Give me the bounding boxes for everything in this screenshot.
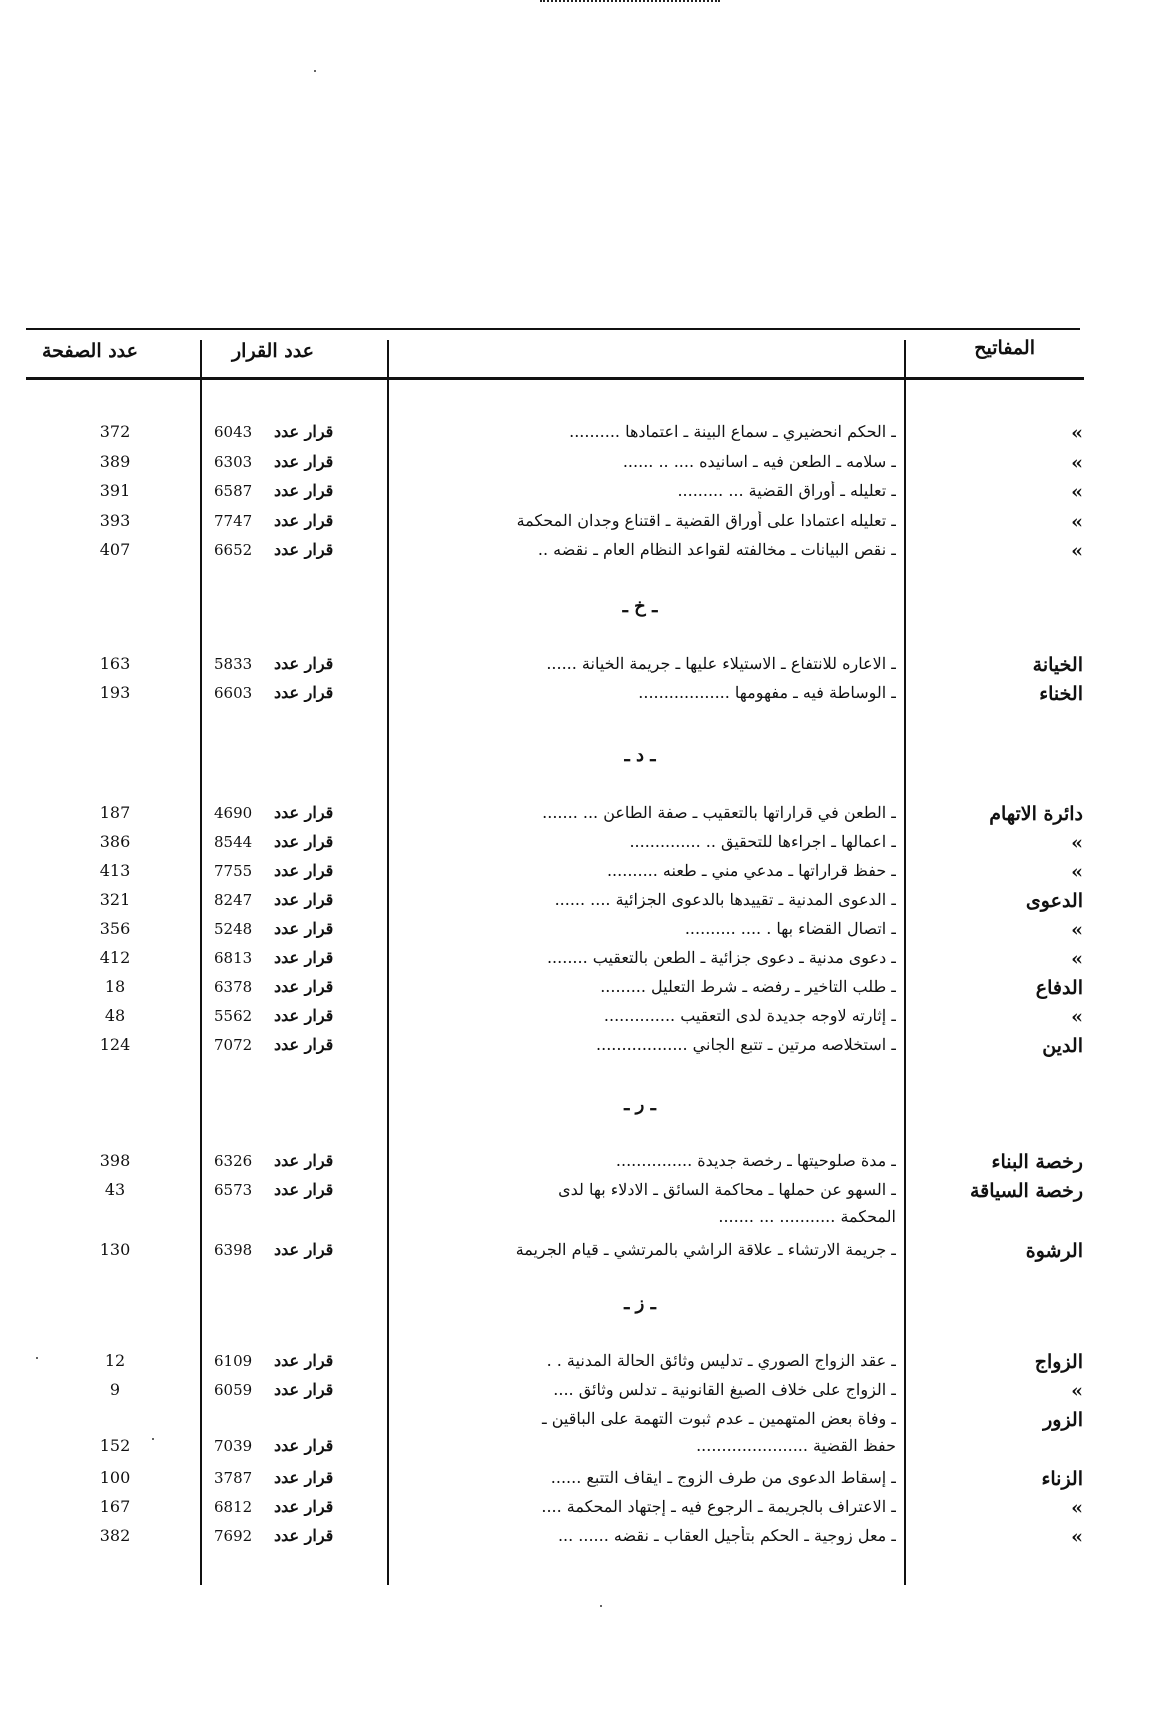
page-number: 163 (99, 654, 131, 673)
entry-description: ـ وفاة بعض المتهمين ـ عدم ثبوت التهمة على الباقين ـ (541, 1409, 896, 1428)
decision-label: قرار عدد (274, 1035, 334, 1054)
page-number: 43 (104, 1180, 126, 1199)
page-number: 187 (99, 803, 131, 822)
decision-label: قرار عدد (274, 861, 334, 880)
decision-reference (214, 452, 384, 471)
decision-label: قرار عدد (274, 540, 334, 559)
page-number: 48 (104, 1006, 126, 1025)
index-key: الزناء (1041, 1468, 1083, 1490)
entry-description: ـ استخلاصه مرتين ـ تتبع الجاني .................. (596, 1035, 896, 1054)
decision-reference (214, 1526, 384, 1545)
page-number: 9 (109, 1380, 121, 1399)
entry-description: ـ الاعاره للانتفاع ـ الاستيلاء عليها ـ جريمة الخيانة ...... (546, 654, 896, 673)
page-number: 382 (99, 1526, 131, 1545)
page-number: 18 (104, 977, 126, 996)
decision-label: قرار عدد (274, 1006, 334, 1025)
index-key: الخيانة (1032, 654, 1083, 676)
decision-number: 6398 (214, 1241, 253, 1259)
decision-number: 5833 (214, 655, 253, 673)
entry-description: ـ إثارته لاوجه جديدة لدى التعقيب .............. (603, 1006, 896, 1025)
index-key: » (1071, 861, 1083, 883)
decision-reference (214, 540, 384, 559)
index-key: » (1071, 511, 1083, 533)
index-key: » (1071, 1526, 1083, 1548)
index-key: دائرة الاتهام (989, 803, 1083, 825)
decision-number: 7747 (214, 512, 253, 530)
entry-description: ـ الدعوى المدنية ـ تقييدها بالدعوى الجزائية .... ...... (554, 890, 896, 909)
decision-reference (214, 977, 384, 996)
decision-number: 3787 (214, 1469, 253, 1487)
decision-label: قرار عدد (274, 1351, 334, 1370)
index-key: » (1071, 422, 1083, 444)
decision-reference (214, 861, 384, 880)
index-key: الرشوة (1025, 1240, 1083, 1262)
entry-description: ـ اتصال القضاء بها . .... .......... (684, 919, 896, 938)
entry-description-continued: حفظ القضية ...................... (696, 1436, 896, 1455)
index-key: » (1071, 1006, 1083, 1028)
decision-number: 6109 (214, 1352, 253, 1370)
page-number: 124 (99, 1035, 131, 1054)
page-number: 391 (99, 481, 131, 500)
decision-label: قرار عدد (274, 511, 334, 530)
index-key: رخصة السياقة (969, 1180, 1083, 1202)
decision-reference (214, 919, 384, 938)
decision-number: 6378 (214, 978, 253, 996)
decision-label: قرار عدد (274, 481, 334, 500)
decision-label: قرار عدد (274, 1497, 334, 1516)
section-letter-dal: ـ د ـ (624, 745, 656, 766)
decision-reference (214, 1035, 384, 1054)
entry-description: ـ تعليله اعتمادا على أوراق القضية ـ اقتناع وجدان المحكمة (516, 511, 896, 530)
page-number: 407 (99, 540, 131, 559)
section-letter-ra: ـ ر ـ (624, 1094, 656, 1115)
page-number: 321 (99, 890, 131, 909)
decision-reference (214, 481, 384, 500)
decision-label: قرار عدد (274, 1468, 334, 1487)
index-key: الدين (1042, 1035, 1083, 1057)
entry-description: ـ إسقاط الدعوى من طرف الزوج ـ ايقاف التتبع ...... (550, 1468, 896, 1487)
index-key: » (1071, 1380, 1083, 1402)
page-number: 100 (99, 1468, 131, 1487)
decision-label: قرار عدد (274, 803, 334, 822)
speck (314, 70, 316, 72)
page-number: 386 (99, 832, 131, 851)
entry-description: ـ معل زوجية ـ الحكم بتأجيل العقاب ـ نقضه ...... ... (557, 1526, 896, 1545)
decision-number: 6603 (214, 684, 253, 702)
index-key: » (1071, 832, 1083, 854)
header-page-number: عدد الصفحة (42, 340, 138, 362)
index-key: رخصة البناء (991, 1151, 1083, 1173)
decision-reference (214, 1240, 384, 1259)
page-number: 393 (99, 511, 131, 530)
decision-number: 6303 (214, 453, 253, 471)
top-edge-mark (540, 0, 720, 2)
decision-reference (214, 1436, 384, 1455)
index-key: الزواج (1034, 1351, 1083, 1373)
entry-description: ـ السهو عن حملها ـ محاكمة السائق ـ الادلاء بها لدى (558, 1180, 896, 1199)
index-key: » (1071, 481, 1083, 503)
entry-description: ـ نقص البيانات ـ مخالفته لقواعد النظام العام ـ نقضه .. (537, 540, 896, 559)
page-number: 193 (99, 683, 131, 702)
decision-number: 6813 (214, 949, 253, 967)
entry-description: ـ اعمالها ـ اجراءها للتحقيق .. .............. (629, 832, 896, 851)
decision-reference (214, 654, 384, 673)
decision-number: 6059 (214, 1381, 253, 1399)
decision-number: 5562 (214, 1007, 253, 1025)
decision-label: قرار عدد (274, 452, 334, 471)
entry-description: ـ عقد الزواج الصوري ـ تدليس وثائق الحالة المدنية . . (546, 1351, 896, 1370)
entry-description: ـ الزواج على خلاف الصيغ القانونية ـ تدلس وثائق .... (553, 1380, 896, 1399)
header-keys: المفاتيح (974, 337, 1035, 359)
entry-description: ـ طلب التاخير ـ رفضه ـ شرط التعليل ......... (600, 977, 896, 996)
entry-description: ـ جريمة الارتشاء ـ علاقة الراشي بالمرتشي ـ قيام الجريمة (515, 1240, 896, 1259)
decision-number: 4690 (214, 804, 253, 822)
decision-label: قرار عدد (274, 1180, 334, 1199)
page-number: 130 (99, 1240, 131, 1259)
decision-label: قرار عدد (274, 1526, 334, 1545)
decision-label: قرار عدد (274, 832, 334, 851)
decision-reference (214, 948, 384, 967)
decision-label: قرار عدد (274, 422, 334, 441)
decision-label: قرار عدد (274, 890, 334, 909)
decision-number: 6043 (214, 423, 253, 441)
decision-number: 6652 (214, 541, 253, 559)
page-number: 356 (99, 919, 131, 938)
header-top-rule (26, 328, 1080, 330)
decision-reference (214, 1006, 384, 1025)
decision-reference (214, 1380, 384, 1399)
decision-reference (214, 511, 384, 530)
decision-number: 7039 (214, 1437, 253, 1455)
decision-label: قرار عدد (274, 948, 334, 967)
decision-number: 8544 (214, 833, 253, 851)
page-number: 412 (99, 948, 131, 967)
decision-label: قرار عدد (274, 1436, 334, 1455)
entry-description: ـ سلامه ـ الطعن فيه ـ اسانيده .... .. ...... (622, 452, 896, 471)
page-number: 12 (104, 1351, 126, 1370)
header-decision-number: عدد القرار (232, 340, 315, 362)
decision-label: قرار عدد (274, 654, 334, 673)
decision-number: 6573 (214, 1181, 253, 1199)
index-key: » (1071, 540, 1083, 562)
decision-label: قرار عدد (274, 1151, 334, 1170)
index-key: » (1071, 452, 1083, 474)
section-letter-zay: ـ ز ـ (624, 1293, 656, 1314)
decision-reference (214, 683, 384, 702)
decision-label: قرار عدد (274, 1240, 334, 1259)
page-number: 152 (99, 1436, 131, 1455)
section-letter-kha: ـ خ ـ (622, 596, 658, 617)
decision-label: قرار عدد (274, 683, 334, 702)
page-number: 167 (99, 1497, 131, 1516)
decision-number: 7755 (214, 862, 253, 880)
divider-page-decision (200, 340, 202, 1585)
decision-label: قرار عدد (274, 1380, 334, 1399)
entry-description: ـ مدة صلوحيتها ـ رخصة جديدة ............... (615, 1151, 896, 1170)
entry-description: ـ حفظ قراراتها ـ مدعي مني ـ طعنه .......... (606, 861, 896, 880)
decision-label: قرار عدد (274, 919, 334, 938)
decision-reference (214, 422, 384, 441)
speck (600, 1605, 602, 1607)
index-key: الدفاع (1035, 977, 1083, 999)
decision-reference (214, 803, 384, 822)
decision-number: 6326 (214, 1152, 253, 1170)
entry-description: ـ الاعتراف بالجريمة ـ الرجوع فيه ـ إجتهاد المحكمة .... (541, 1497, 896, 1516)
index-key: » (1071, 1497, 1083, 1519)
decision-reference (214, 1497, 384, 1516)
decision-label: قرار عدد (274, 977, 334, 996)
index-key: الزور (1043, 1409, 1083, 1431)
entry-description: ـ الطعن في قراراتها بالتعقيب ـ صفة الطاعن ... ....... (542, 803, 896, 822)
decision-number: 6812 (214, 1498, 253, 1516)
entry-description: ـ تعليله ـ أوراق القضية ... ......... (677, 481, 896, 500)
decision-reference (214, 832, 384, 851)
decision-number: 5248 (214, 920, 253, 938)
decision-reference (214, 1151, 384, 1170)
decision-number: 7692 (214, 1527, 253, 1545)
index-key: » (1071, 919, 1083, 941)
index-key: الخناء (1039, 683, 1083, 705)
entry-description: ـ دعوى مدنية ـ دعوى جزائية ـ الطعن بالتعقيب ........ (546, 948, 896, 967)
page-number: 398 (99, 1151, 131, 1170)
page-number: 372 (99, 422, 131, 441)
decision-number: 7072 (214, 1036, 253, 1054)
decision-reference (214, 1180, 384, 1199)
page-number: 413 (99, 861, 131, 880)
divider-desc-keys (904, 340, 906, 1585)
speck (152, 1438, 154, 1440)
decision-number: 8247 (214, 891, 253, 909)
index-key: الدعوى (1025, 890, 1083, 912)
header-bottom-rule (26, 377, 1084, 380)
entry-description-continued: المحكمة ........... ... ....... (718, 1207, 896, 1226)
decision-reference (214, 1468, 384, 1487)
decision-reference (214, 890, 384, 909)
speck (36, 1357, 38, 1359)
index-key: » (1071, 948, 1083, 970)
page-number: 389 (99, 452, 131, 471)
entry-description: ـ الحكم انحضيري ـ سماع البينة ـ اعتمادها .......... (569, 422, 896, 441)
decision-number: 6587 (214, 482, 253, 500)
decision-reference (214, 1351, 384, 1370)
entry-description: ـ الوساطة فيه ـ مفهومها .................. (638, 683, 896, 702)
